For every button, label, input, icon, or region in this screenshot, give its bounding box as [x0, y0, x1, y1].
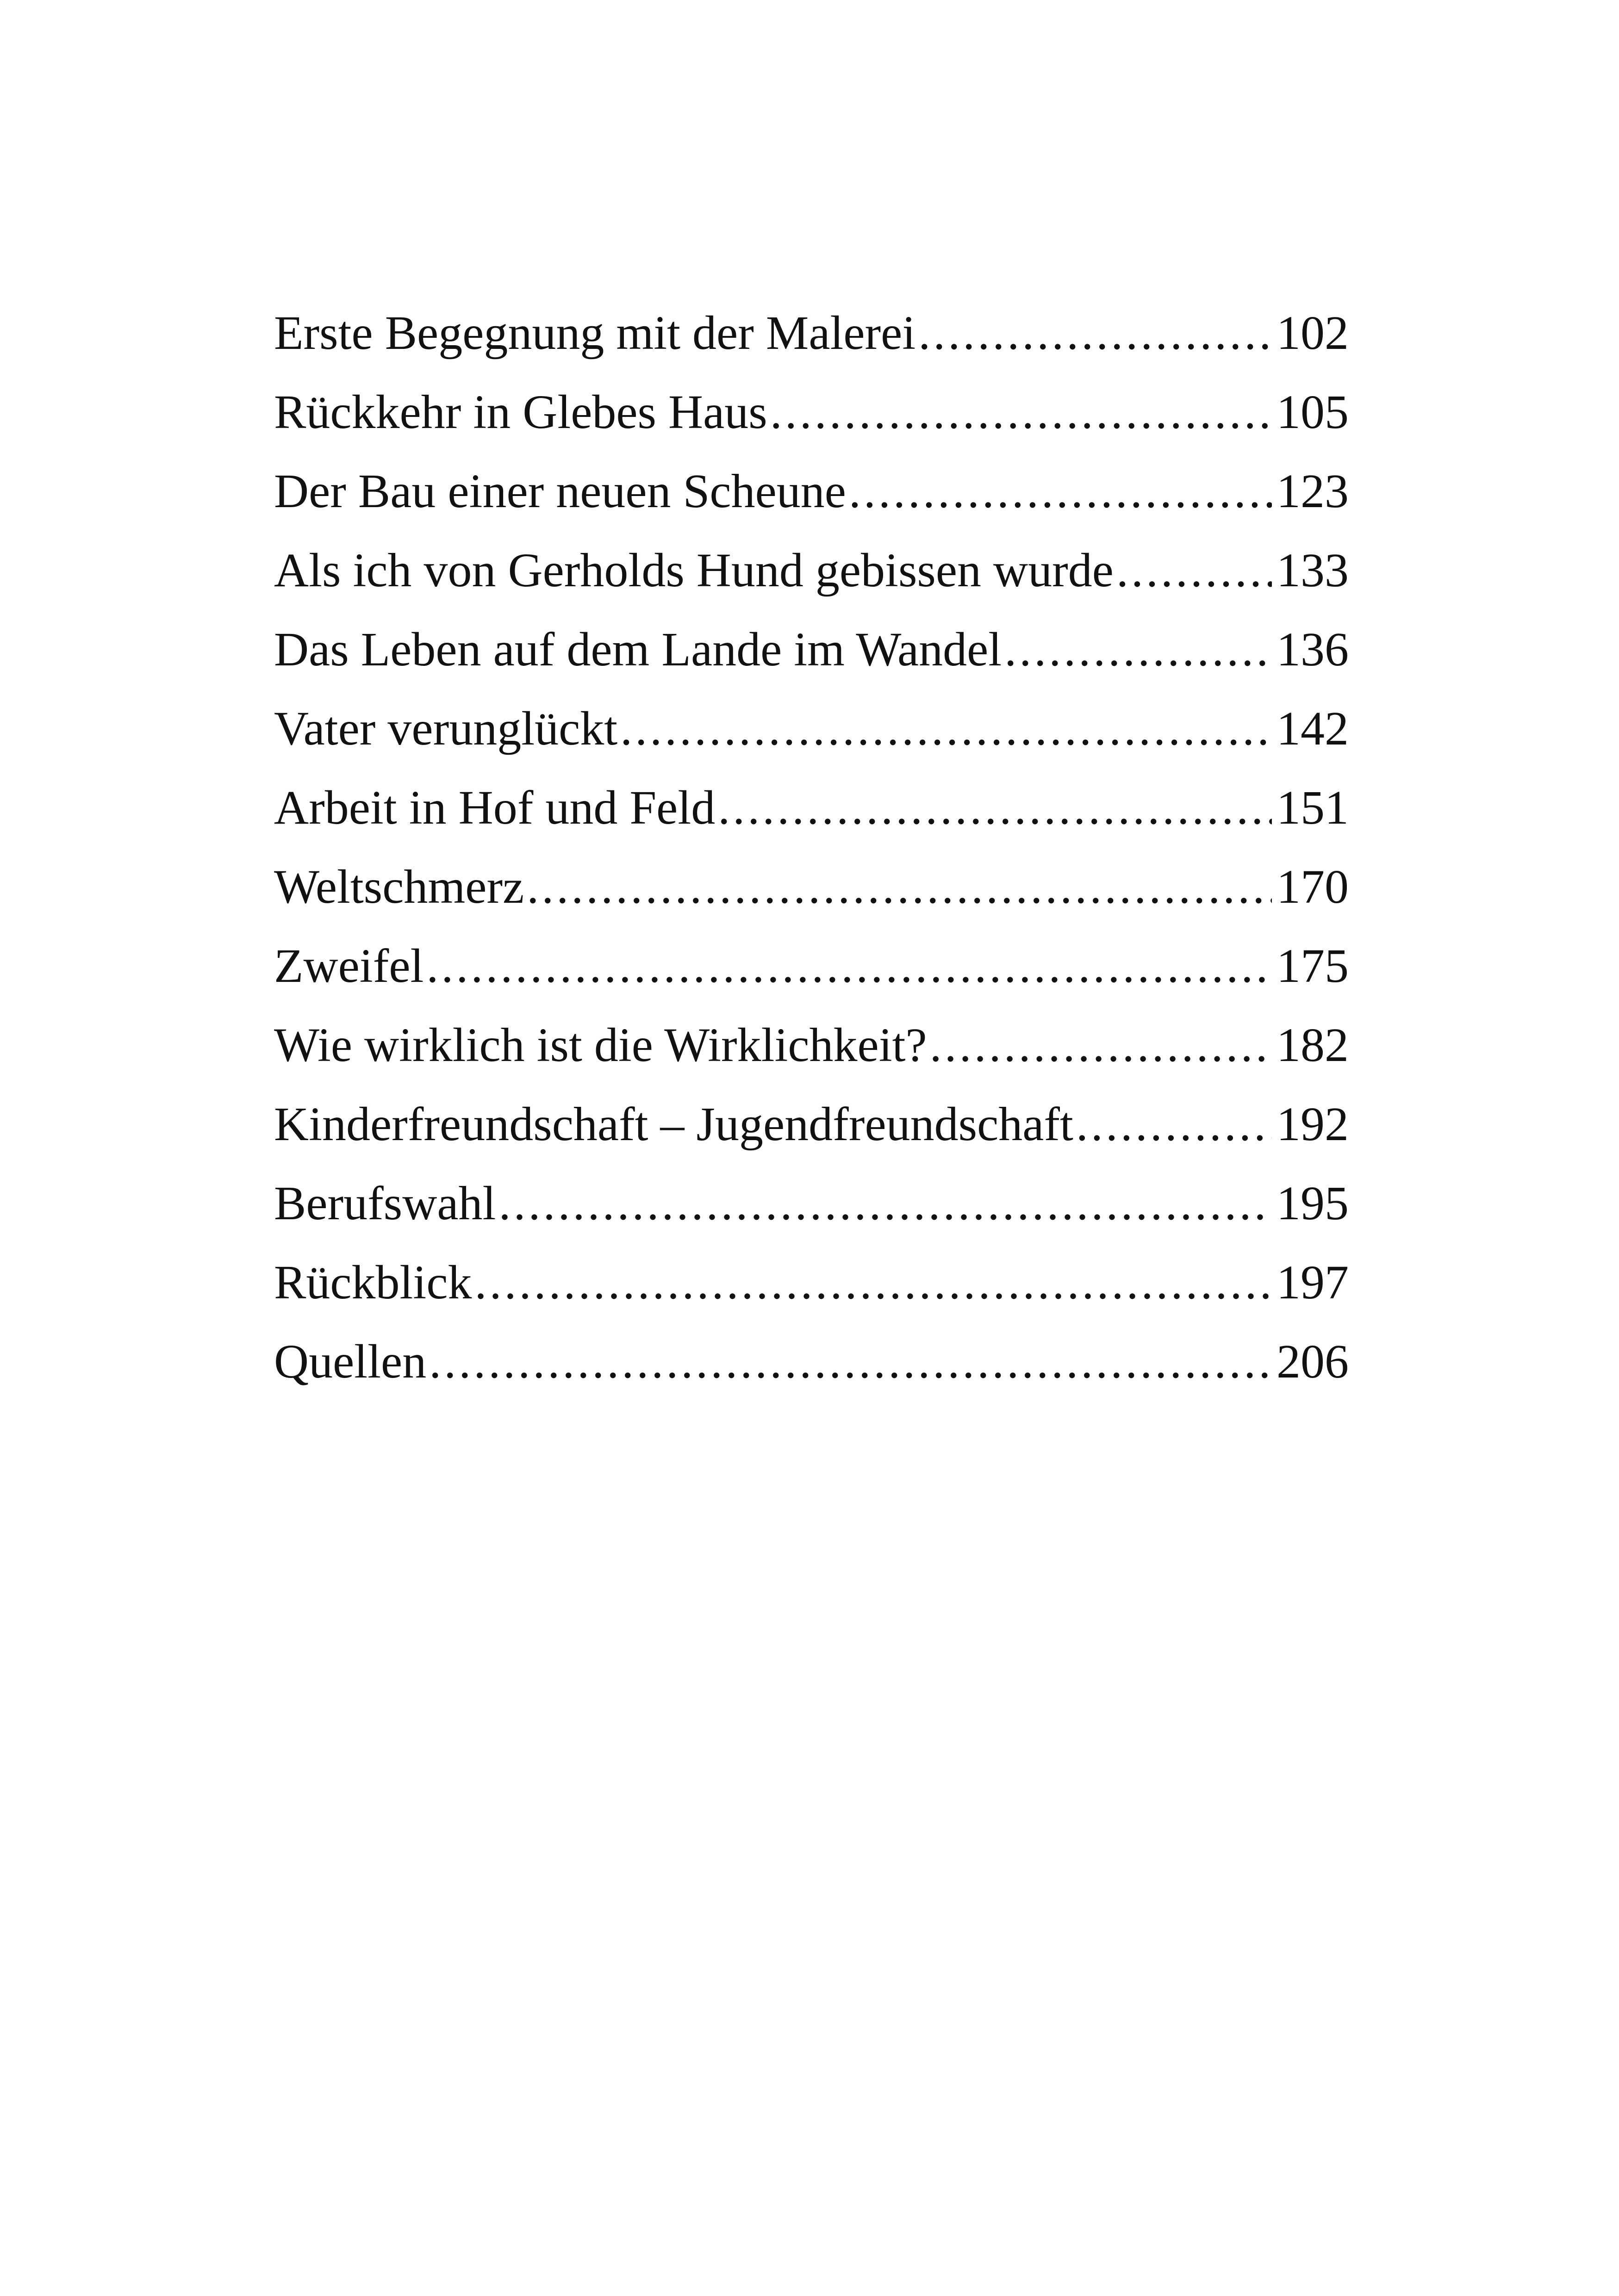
toc-entry-title: Wie wirklich ist die Wirklichkeit? — [274, 1018, 927, 1072]
toc-entry-page: 182 — [1277, 1018, 1349, 1072]
toc-entry-page: 192 — [1277, 1098, 1349, 1151]
toc-entry — [274, 610, 1349, 689]
toc-entry-page: 105 — [1277, 385, 1349, 439]
toc-entry-page: 123 — [1277, 465, 1349, 518]
toc-entry — [274, 847, 1349, 926]
toc-entry — [274, 1164, 1349, 1243]
toc-entry-page: 142 — [1277, 702, 1349, 755]
toc-dot-leader — [1116, 531, 1272, 610]
toc-entry — [274, 372, 1349, 452]
toc-entry-title: Arbeit in Hof und Feld — [274, 781, 716, 834]
toc-dot-leader — [849, 452, 1272, 531]
toc-entry-title: Als ich von Gerholds Hund gebissen wurde — [274, 544, 1114, 597]
toc-entry-page: 170 — [1277, 860, 1349, 913]
toc-entry-page: 206 — [1277, 1335, 1349, 1388]
toc-entry-title: Rückblick — [274, 1256, 472, 1309]
toc-entry-page: 195 — [1277, 1177, 1349, 1230]
toc-dot-leader — [770, 372, 1272, 452]
toc-dot-leader — [527, 847, 1272, 926]
toc-entry-title: Rückkehr in Glebes Haus — [274, 385, 767, 439]
toc-entry-title: Erste Begegnung mit der Malerei — [274, 306, 916, 360]
toc-entry — [274, 768, 1349, 847]
toc-entry-title: Quellen — [274, 1335, 427, 1388]
toc-dot-leader — [426, 926, 1272, 1005]
table-of-contents — [274, 293, 1349, 1401]
toc-entry-page: 102 — [1277, 306, 1349, 360]
toc-entry — [274, 452, 1349, 531]
toc-dot-leader — [1076, 1085, 1272, 1164]
toc-entry-title: Berufswahl — [274, 1177, 496, 1230]
toc-entry — [274, 926, 1349, 1005]
toc-entry-title: Vater verunglückt — [274, 702, 618, 755]
toc-entry-title: Das Leben auf dem Lande im Wandel — [274, 623, 1002, 676]
toc-dot-leader — [498, 1164, 1272, 1243]
toc-dot-leader — [930, 1005, 1272, 1085]
toc-dot-leader — [429, 1322, 1272, 1401]
toc-entry-page: 133 — [1277, 544, 1349, 597]
toc-entry-page: 136 — [1277, 623, 1349, 676]
toc-dot-leader — [718, 768, 1272, 847]
toc-entry — [274, 293, 1349, 372]
toc-entry-page: 151 — [1277, 781, 1349, 834]
toc-entry — [274, 1085, 1349, 1164]
toc-entry — [274, 1322, 1349, 1401]
toc-dot-leader — [620, 689, 1272, 768]
toc-entry-title: Kinderfreundschaft – Jugendfreundschaft — [274, 1098, 1073, 1151]
toc-entry-page: 197 — [1277, 1256, 1349, 1309]
toc-entry-title: Zweifel — [274, 939, 424, 993]
toc-dot-leader — [474, 1243, 1272, 1322]
toc-entry-page: 175 — [1277, 939, 1349, 993]
toc-dot-leader — [1004, 610, 1272, 689]
toc-entry-title: Weltschmerz — [274, 860, 524, 913]
toc-entry — [274, 1243, 1349, 1322]
toc-entry-title: Der Bau einer neuen Scheune — [274, 465, 846, 518]
toc-entry — [274, 689, 1349, 768]
toc-entry — [274, 531, 1349, 610]
toc-dot-leader — [918, 293, 1272, 372]
toc-entry — [274, 1005, 1349, 1085]
